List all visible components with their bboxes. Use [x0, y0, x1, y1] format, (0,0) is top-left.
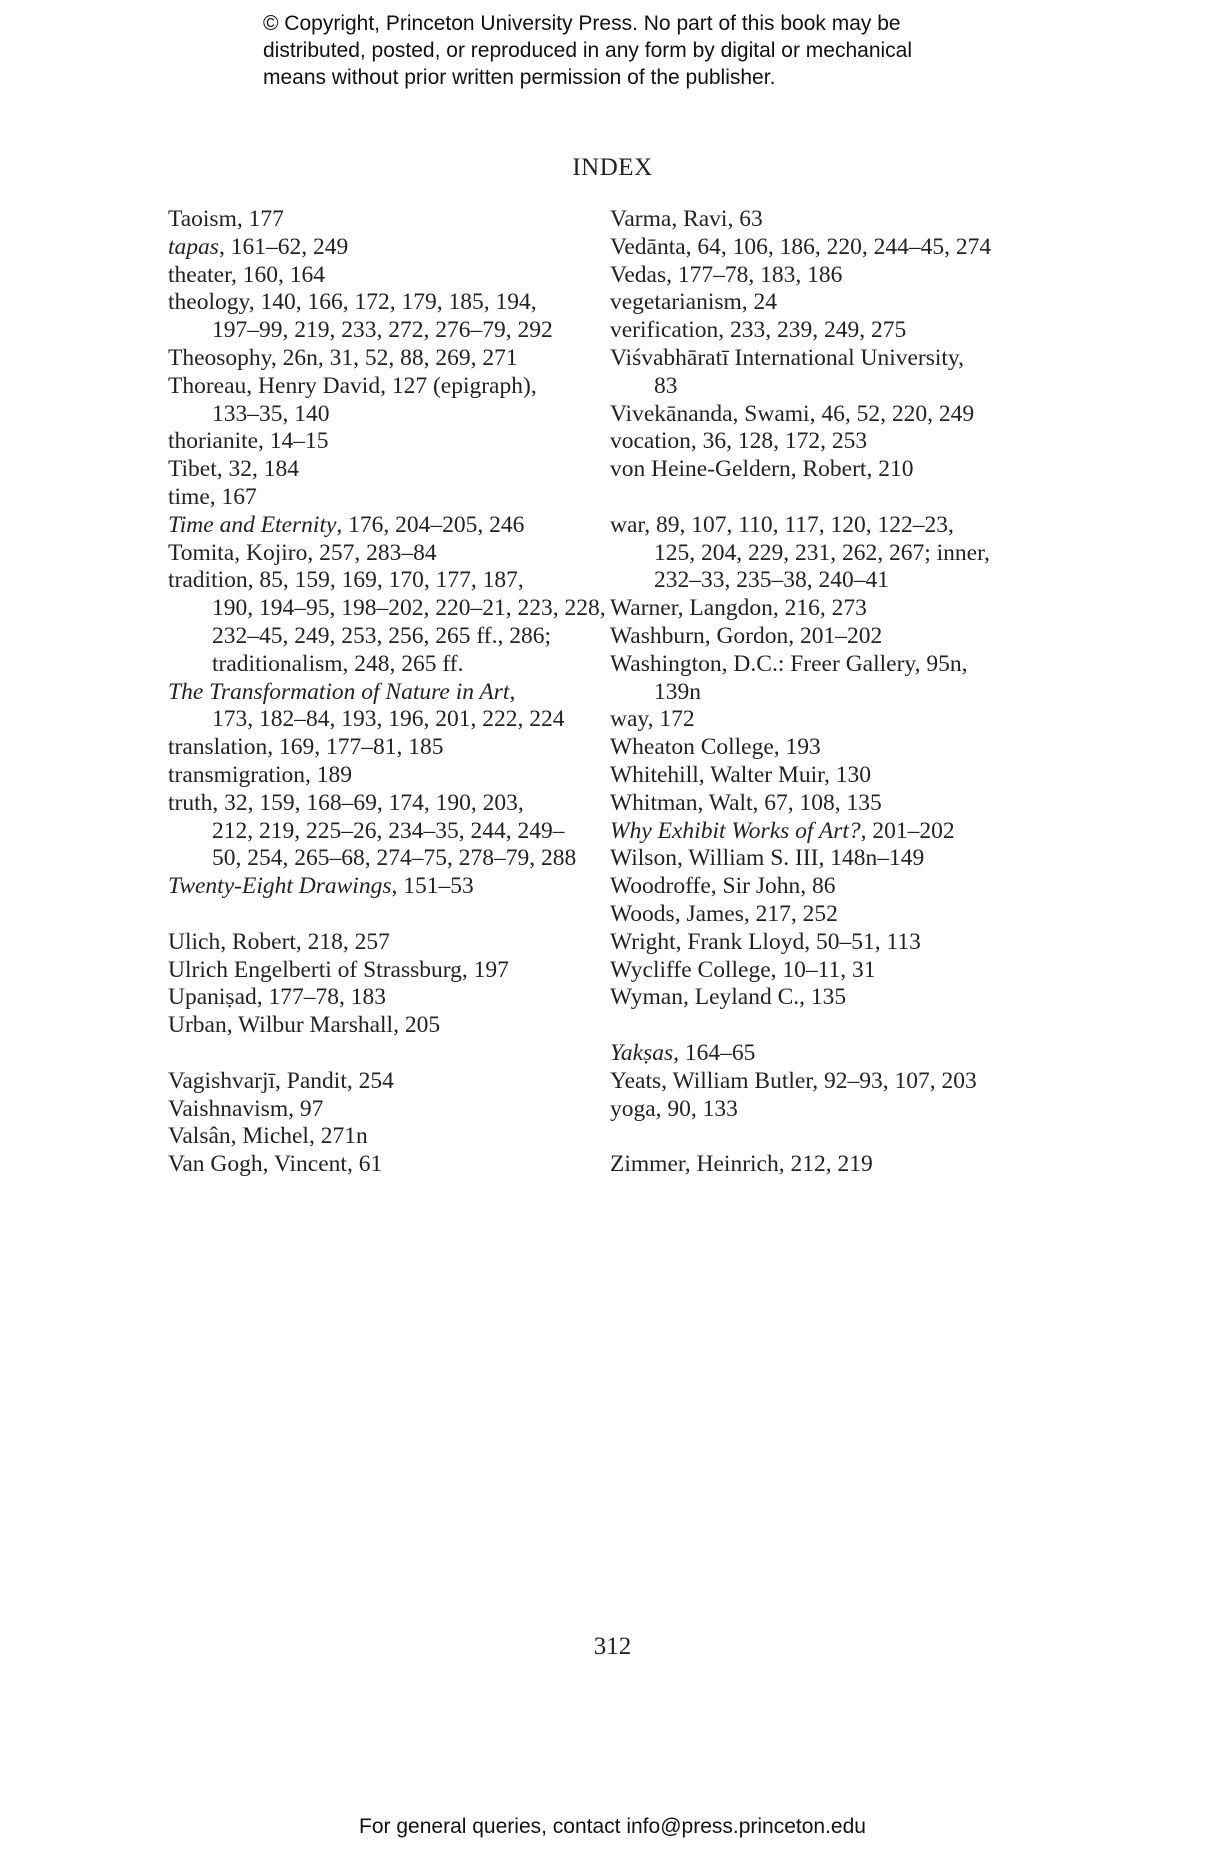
index-entry-line: 197–99, 219, 233, 272, 276–79, 292 [212, 317, 553, 344]
index-entry-line: Wyman, Leyland C., 135 [610, 984, 847, 1011]
copyright-line-3: means without prior written permission of the publisher. [263, 66, 776, 89]
index-entry [168, 289, 588, 345]
copyright-line-1: © Copyright, Princeton University Press. No part of this book may be [263, 12, 901, 35]
index-entry [168, 567, 606, 678]
index-entry [610, 845, 1030, 873]
index-entry-line: Why Exhibit Works of Art?, 201–202 [610, 817, 955, 844]
index-entry [168, 984, 588, 1012]
index-entry [168, 1068, 588, 1096]
index-entry-line: Viśvabhāratī International University, [610, 344, 965, 371]
index-entry-line: Whitman, Walt, 67, 108, 135 [610, 789, 882, 816]
index-entry-line: 232–45, 249, 253, 256, 265 ff., 286; [212, 622, 552, 649]
index-entry-line: time, 167 [168, 483, 257, 510]
index-entry-line: transmigration, 189 [168, 761, 353, 788]
index-entry [168, 679, 588, 735]
index-entry [610, 706, 1030, 734]
index-entry-line: Wilson, William S. III, 148n–149 [610, 845, 925, 872]
index-entry [610, 234, 1030, 262]
index-entry [168, 428, 588, 456]
index-entry-line: verification, 233, 239, 249, 275 [610, 317, 907, 344]
index-entry [168, 762, 588, 790]
index-entry [610, 345, 1030, 401]
index-entry-line: Thoreau, Henry David, 127 (epigraph), [168, 372, 537, 399]
index-entry-line: traditionalism, 248, 265 ff. [212, 650, 464, 677]
index-letter-gap [610, 1123, 1030, 1151]
index-entry-line: Wycliffe College, 10–11, 31 [610, 956, 876, 983]
index-entry-line: 190, 194–95, 198–202, 220–21, 223, 228, [212, 595, 606, 622]
index-entry-line: 232–33, 235–38, 240–41 [654, 567, 889, 594]
index-entry-line: yoga, 90, 133 [610, 1095, 738, 1122]
index-entry [168, 512, 588, 540]
index-entry [168, 206, 588, 234]
copyright-line-2: distributed, posted, or reproduced in any form by digital or mechanical [263, 39, 913, 62]
index-entry-line: 50, 254, 265–68, 274–75, 278–79, 288 [212, 845, 577, 872]
index-entry-line: theology, 140, 166, 172, 179, 185, 194, [168, 289, 537, 316]
index-entry [610, 456, 1030, 484]
index-entry [610, 623, 1030, 651]
index-entry-line: Upaniṣad, 177–78, 183 [168, 984, 387, 1011]
index-entry [610, 818, 1030, 846]
page-number: 312 [593, 1633, 632, 1660]
index-entry [168, 456, 588, 484]
index-entry [168, 1096, 588, 1124]
index-entry-line: Wright, Frank Lloyd, 50–51, 113 [610, 928, 921, 955]
index-entry-line: theater, 160, 164 [168, 261, 325, 288]
index-entry [168, 345, 588, 373]
index-entry [168, 929, 588, 957]
index-column-left [168, 206, 606, 1179]
index-entry [610, 428, 1030, 456]
index-entry [610, 512, 1030, 595]
index-entry [610, 734, 1030, 762]
index-entry-line: Washington, D.C.: Freer Gallery, 95n, [610, 650, 968, 677]
index-entry-line: Time and Eternity, 176, 204–205, 246 [168, 511, 525, 538]
index-entry [610, 790, 1030, 818]
index-entry-line: Vedas, 177–78, 183, 186 [610, 261, 843, 288]
index-entry-line: Taoism, 177 [168, 206, 284, 232]
index-letter-gap [168, 901, 588, 929]
index-entry-line: war, 89, 107, 110, 117, 120, 122–23, [610, 511, 954, 538]
index-entry-line: von Heine-Geldern, Robert, 210 [610, 456, 914, 483]
index-entry [610, 929, 1030, 957]
index-entry-line: Woodroffe, Sir John, 86 [610, 873, 836, 900]
index-entry [168, 1151, 588, 1179]
index-entry-line: 133–35, 140 [212, 400, 330, 427]
index-entry [168, 1012, 588, 1040]
index-entry [610, 762, 1030, 790]
index-entry-line: Vagishvarjī, Pandit, 254 [168, 1067, 394, 1094]
index-entry-line: Zimmer, Heinrich, 212, 219 [610, 1151, 873, 1178]
index-entry-line: Tibet, 32, 184 [168, 456, 300, 483]
index-entry [610, 262, 1030, 290]
index-entry-line: Tomita, Kojiro, 257, 283–84 [168, 539, 437, 566]
index-entry [610, 957, 1030, 985]
index-entry-line: 139n [654, 678, 701, 705]
index-entry [610, 984, 1030, 1012]
index-entry-line: The Transformation of Nature in Art, [168, 678, 516, 705]
index-entry [610, 1068, 1030, 1096]
index-entry [168, 373, 588, 429]
index-entry [168, 957, 588, 985]
index-entry-line: Wheaton College, 193 [610, 734, 821, 761]
index-entry-line: Urban, Wilbur Marshall, 205 [168, 1012, 441, 1039]
index-entry [610, 1096, 1030, 1124]
index-entry [168, 234, 588, 262]
index-entry [610, 401, 1030, 429]
index-entry-line: Vedānta, 64, 106, 186, 220, 244–45, 274 [610, 233, 992, 260]
index-entry [168, 484, 588, 512]
index-entry-line: Yakṣas, 164–65 [610, 1039, 756, 1066]
index-entry-line: Warner, Langdon, 216, 273 [610, 595, 867, 622]
index-entry-line: Van Gogh, Vincent, 61 [168, 1151, 383, 1178]
page-title: INDEX [572, 154, 653, 181]
index-entry-line: tapas, 161–62, 249 [168, 233, 349, 260]
index-entry-line: 83 [654, 372, 678, 399]
index-entry-line: Valsân, Michel, 271n [168, 1123, 368, 1150]
index-entry [610, 1040, 1030, 1068]
index-letter-gap [610, 484, 1030, 512]
index-entry-line: Theosophy, 26n, 31, 52, 88, 269, 271 [168, 344, 518, 371]
index-entry [168, 540, 588, 568]
index-entry-line: vegetarianism, 24 [610, 289, 778, 316]
index-entry [168, 262, 588, 290]
footer-contact: For general queries, contact info@press.princeton.edu [359, 1815, 866, 1838]
index-entry-line: translation, 169, 177–81, 185 [168, 734, 444, 761]
index-column-right [610, 206, 1030, 1179]
index-entry-line: Vaishnavism, 97 [168, 1095, 324, 1122]
index-entry [168, 873, 588, 901]
index-entry-line: tradition, 85, 159, 169, 170, 177, 187, [168, 567, 524, 594]
index-entry-line: Vivekānanda, Swami, 46, 52, 220, 249 [610, 400, 975, 427]
index-entry [610, 595, 1030, 623]
index-entry-line: 125, 204, 229, 231, 262, 267; inner, [654, 539, 990, 566]
index-entry [610, 873, 1030, 901]
index-entry-line: Varma, Ravi, 63 [610, 206, 763, 232]
index-entry-line: Ulrich Engelberti of Strassburg, 197 [168, 956, 509, 983]
index-entry-line: vocation, 36, 128, 172, 253 [610, 428, 868, 455]
index-entry-line: way, 172 [610, 706, 695, 733]
index-entry-line: Whitehill, Walter Muir, 130 [610, 761, 872, 788]
copyright-notice [263, 10, 983, 91]
index-entry [168, 790, 588, 873]
index-entry-line: thorianite, 14–15 [168, 428, 329, 455]
index-entry-line: 212, 219, 225–26, 234–35, 244, 249– [212, 817, 565, 844]
index-entry [610, 289, 1030, 317]
index-entry-line: Washburn, Gordon, 201–202 [610, 622, 883, 649]
index-entry [168, 1123, 588, 1151]
index-entry-line: 173, 182–84, 193, 196, 201, 222, 224 [212, 706, 565, 733]
index-entry-line: Ulich, Robert, 218, 257 [168, 928, 390, 955]
index-entry [610, 1151, 1030, 1179]
index-entry [610, 206, 1030, 234]
index-letter-gap [610, 1012, 1030, 1040]
index-entry [610, 651, 1030, 707]
index-entry-line: truth, 32, 159, 168–69, 174, 190, 203, [168, 789, 524, 816]
index-entry-line: Twenty-Eight Drawings, 151–53 [168, 873, 474, 900]
index-entry [610, 317, 1030, 345]
index-entry-line: Woods, James, 217, 252 [610, 900, 838, 927]
index-entry [168, 734, 588, 762]
index-entry [610, 901, 1030, 929]
index-entry-line: Yeats, William Butler, 92–93, 107, 203 [610, 1067, 977, 1094]
index-letter-gap [168, 1040, 588, 1068]
